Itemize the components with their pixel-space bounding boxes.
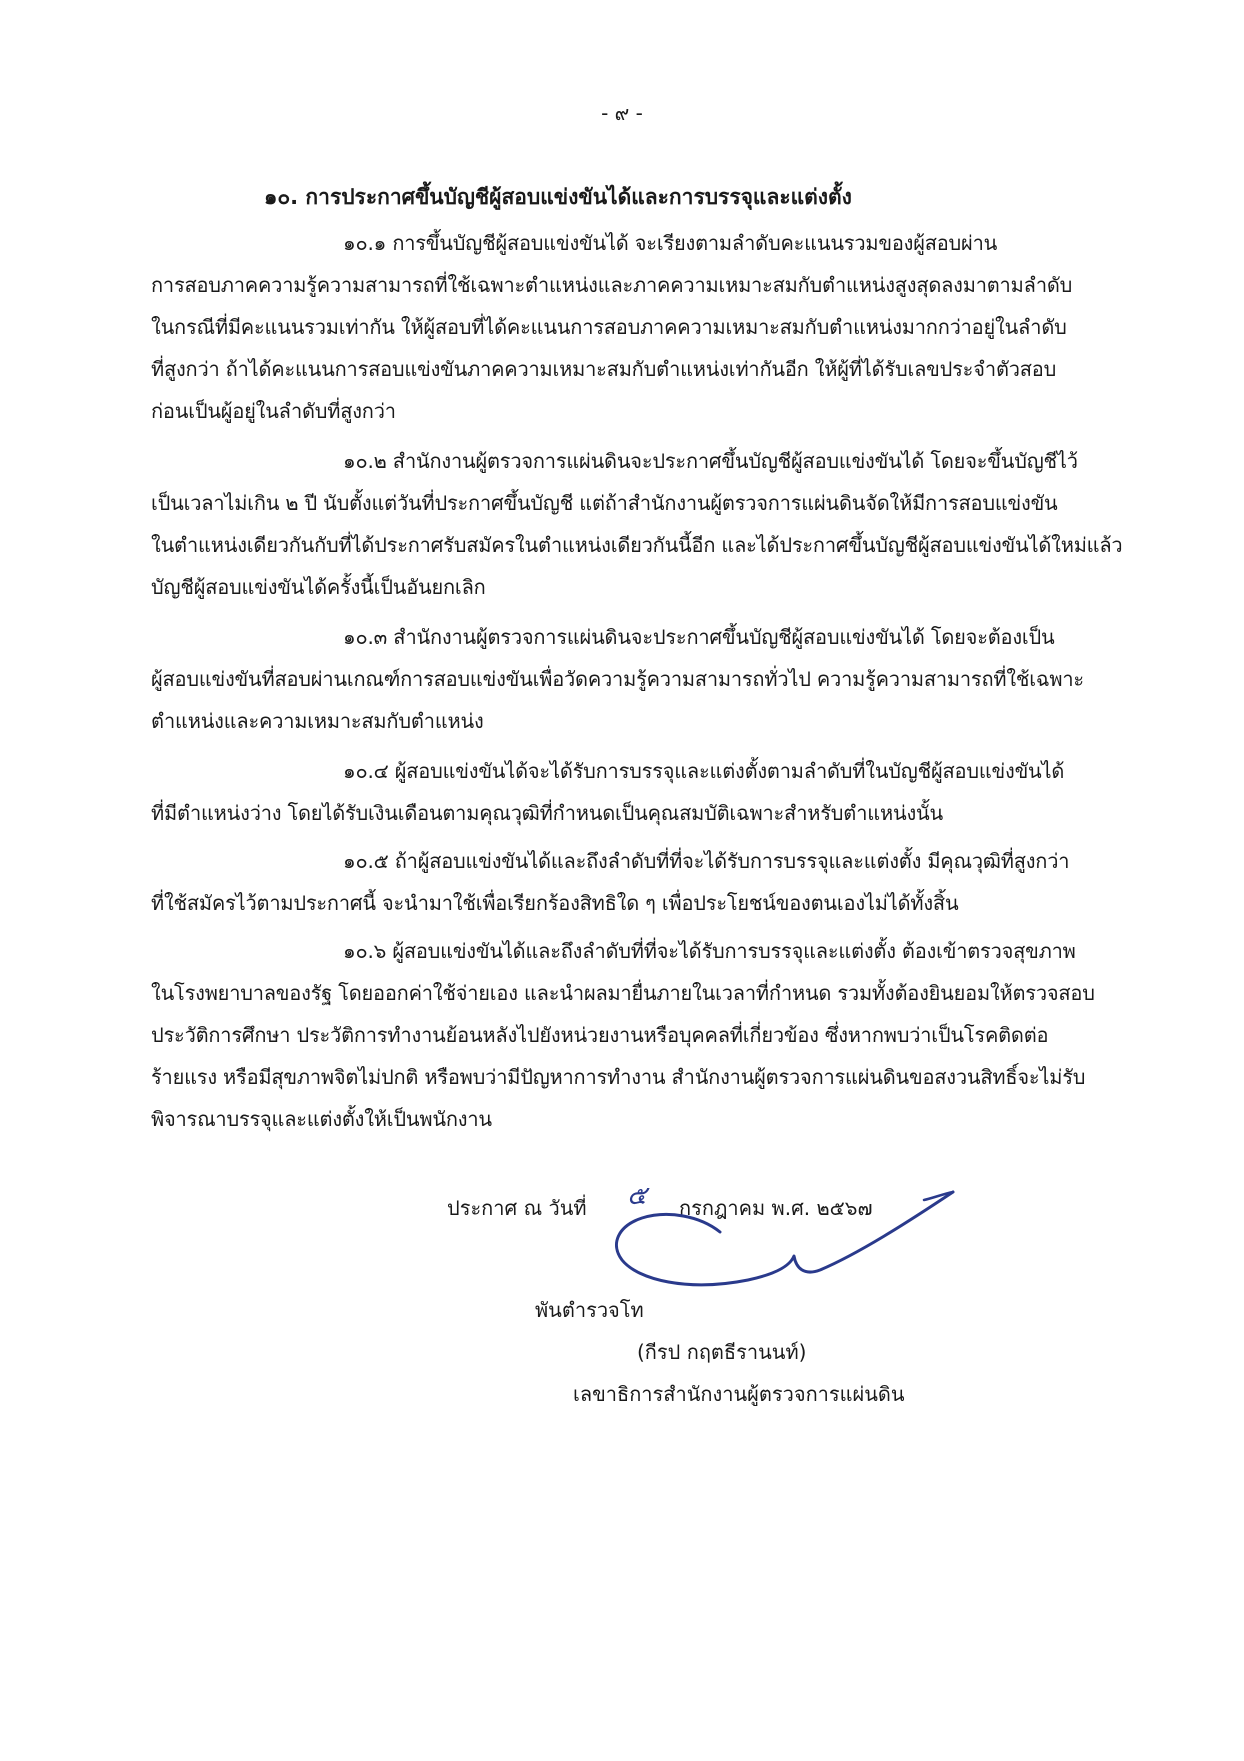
signatory-rank: พันตำรวจโท bbox=[535, 1298, 644, 1322]
paragraph-10-1-line-1: ๑๐.๑ การขึ้นบัญชีผู้สอบแข่งขันได้ จะเรียงตามลำดับคะแนนรวมของผู้สอบผ่าน bbox=[343, 231, 998, 255]
paragraph-10-2-line-4: บัญชีผู้สอบแข่งขันได้ครั้งนี้เป็นอันยกเลิก bbox=[151, 575, 486, 599]
paragraph-10-6-line-1: ๑๐.๖ ผู้สอบแข่งขันได้และถึงลำดับที่ที่จะได้รับการบรรจุและแต่งตั้ง ต้องเข้าตรวจสุขภาพ bbox=[343, 939, 1076, 963]
paragraph-10-5-line-2: ที่ใช้สมัครไว้ตามประกาศนี้ จะนำมาใช้เพื่อเรียกร้องสิทธิใด ๆ เพื่อประโยชน์ของตนเองไม่ได้ทั้งสิ้น bbox=[151, 891, 959, 915]
paragraph-10-4-line-1: ๑๐.๔ ผู้สอบแข่งขันได้จะได้รับการบรรจุและแต่งตั้งตามลำดับที่ในบัญชีผู้สอบแข่งขันได้ bbox=[343, 759, 1065, 783]
page-number: - ๙ - bbox=[601, 101, 643, 125]
signature-scribble bbox=[608, 1170, 963, 1305]
paragraph-10-6-line-2: ในโรงพยาบาลของรัฐ โดยออกค่าใช้จ่ายเอง และนำผลมายื่นภายในเวลาที่กำหนด รวมทั้งต้องยินยอมให้ตรวจสอบ bbox=[151, 981, 1095, 1005]
paragraph-10-1-line-5: ก่อนเป็นผู้อยู่ในลำดับที่สูงกว่า bbox=[151, 399, 396, 423]
paragraph-10-1-line-2: การสอบภาคความรู้ความสามารถที่ใช้เฉพาะตำแหน่งและภาคความเหมาะสมกับตำแหน่งสูงสุดลงมาตามลำดับ bbox=[151, 273, 1073, 297]
signatory-name: (กีรป กฤตธีรานนท์) bbox=[637, 1340, 807, 1364]
paragraph-10-5-line-1: ๑๐.๕ ถ้าผู้สอบแข่งขันได้และถึงลำดับที่ที่จะได้รับการบรรจุและแต่งตั้ง มีคุณวุฒิที่สูงกว่า bbox=[343, 849, 1070, 873]
paragraph-10-1-line-3: ในกรณีที่มีคะแนนรวมเท่ากัน ให้ผู้สอบที่ได้คะแนนการสอบภาคความเหมาะสมกับตำแหน่งมากกว่าอยู่ในลำดับ bbox=[151, 315, 1067, 339]
paragraph-10-3-line-1: ๑๐.๓ สำนักงานผู้ตรวจการแผ่นดินจะประกาศขึ้นบัญชีผู้สอบแข่งขันได้ โดยจะต้องเป็น bbox=[343, 625, 1055, 649]
paragraph-10-4-line-2: ที่มีตำแหน่งว่าง โดยได้รับเงินเดือนตามคุณวุฒิที่กำหนดเป็นคุณสมบัติเฉพาะสำหรับตำแหน่งนั้น bbox=[151, 801, 943, 825]
paragraph-10-1-line-4: ที่สูงกว่า ถ้าได้คะแนนการสอบแข่งขันภาคความเหมาะสมกับตำแหน่งเท่ากันอีก ให้ผู้ที่ได้รับเลขประจำตัวสอบ bbox=[151, 357, 1057, 381]
paragraph-10-6-line-5: พิจารณาบรรจุและแต่งตั้งให้เป็นพนักงาน bbox=[151, 1107, 492, 1131]
announcement-date-prefix: ประกาศ ณ วันที่ bbox=[447, 1196, 587, 1220]
handwritten-day-text: ๕ bbox=[627, 1181, 647, 1210]
paragraph-10-2-line-1: ๑๐.๒ สำนักงานผู้ตรวจการแผ่นดินจะประกาศขึ้นบัญชีผู้สอบแข่งขันได้ โดยจะขึ้นบัญชีไว้ bbox=[343, 449, 1078, 473]
paragraph-10-2-line-3: ในตำแหน่งเดียวกันกับที่ได้ประกาศรับสมัครในตำแหน่งเดียวกันนี้อีก และได้ประกาศขึ้นบัญชีผู้สอบแข่งขันได้ใหม่แล้ว bbox=[151, 533, 1123, 557]
paragraph-10-3-line-2: ผู้สอบแข่งขันที่สอบผ่านเกณฑ์การสอบแข่งขันเพื่อวัดความรู้ความสามารถทั่วไป ความรู้ความสามารถที่ใช้เฉพาะ bbox=[151, 667, 1084, 691]
paragraph-10-6-line-3: ประวัติการศึกษา ประวัติการทำงานย้อนหลังไปยังหน่วยงานหรือบุคคลที่เกี่ยวข้อง ซึ่งหากพบว่าเป็นโรคติดต่อ bbox=[151, 1023, 1049, 1047]
announcement-month-year: กรกฎาคม พ.ศ. ๒๕๖๗ bbox=[679, 1196, 873, 1220]
paragraph-10-6-line-4: ร้ายแรง หรือมีสุขภาพจิตไม่ปกติ หรือพบว่ามีปัญหาการทำงาน สำนักงานผู้ตรวจการแผ่นดินขอสงวนสิทธิ์จะไม่รับ bbox=[151, 1065, 1086, 1089]
paragraph-10-3-line-3: ตำแหน่งและความเหมาะสมกับตำแหน่ง bbox=[151, 709, 484, 733]
paragraph-10-2-line-2: เป็นเวลาไม่เกิน ๒ ปี นับตั้งแต่วันที่ประกาศขึ้นบัญชี แต่ถ้าสำนักงานผู้ตรวจการแผ่นดินจัดให้มีการสอบแข่งขัน bbox=[151, 491, 1058, 515]
section-heading: ๑๐. การประกาศขึ้นบัญชีผู้สอบแข่งขันได้และการบรรจุและแต่งตั้ง bbox=[264, 185, 852, 209]
signatory-position: เลขาธิการสำนักงานผู้ตรวจการแผ่นดิน bbox=[573, 1382, 905, 1406]
